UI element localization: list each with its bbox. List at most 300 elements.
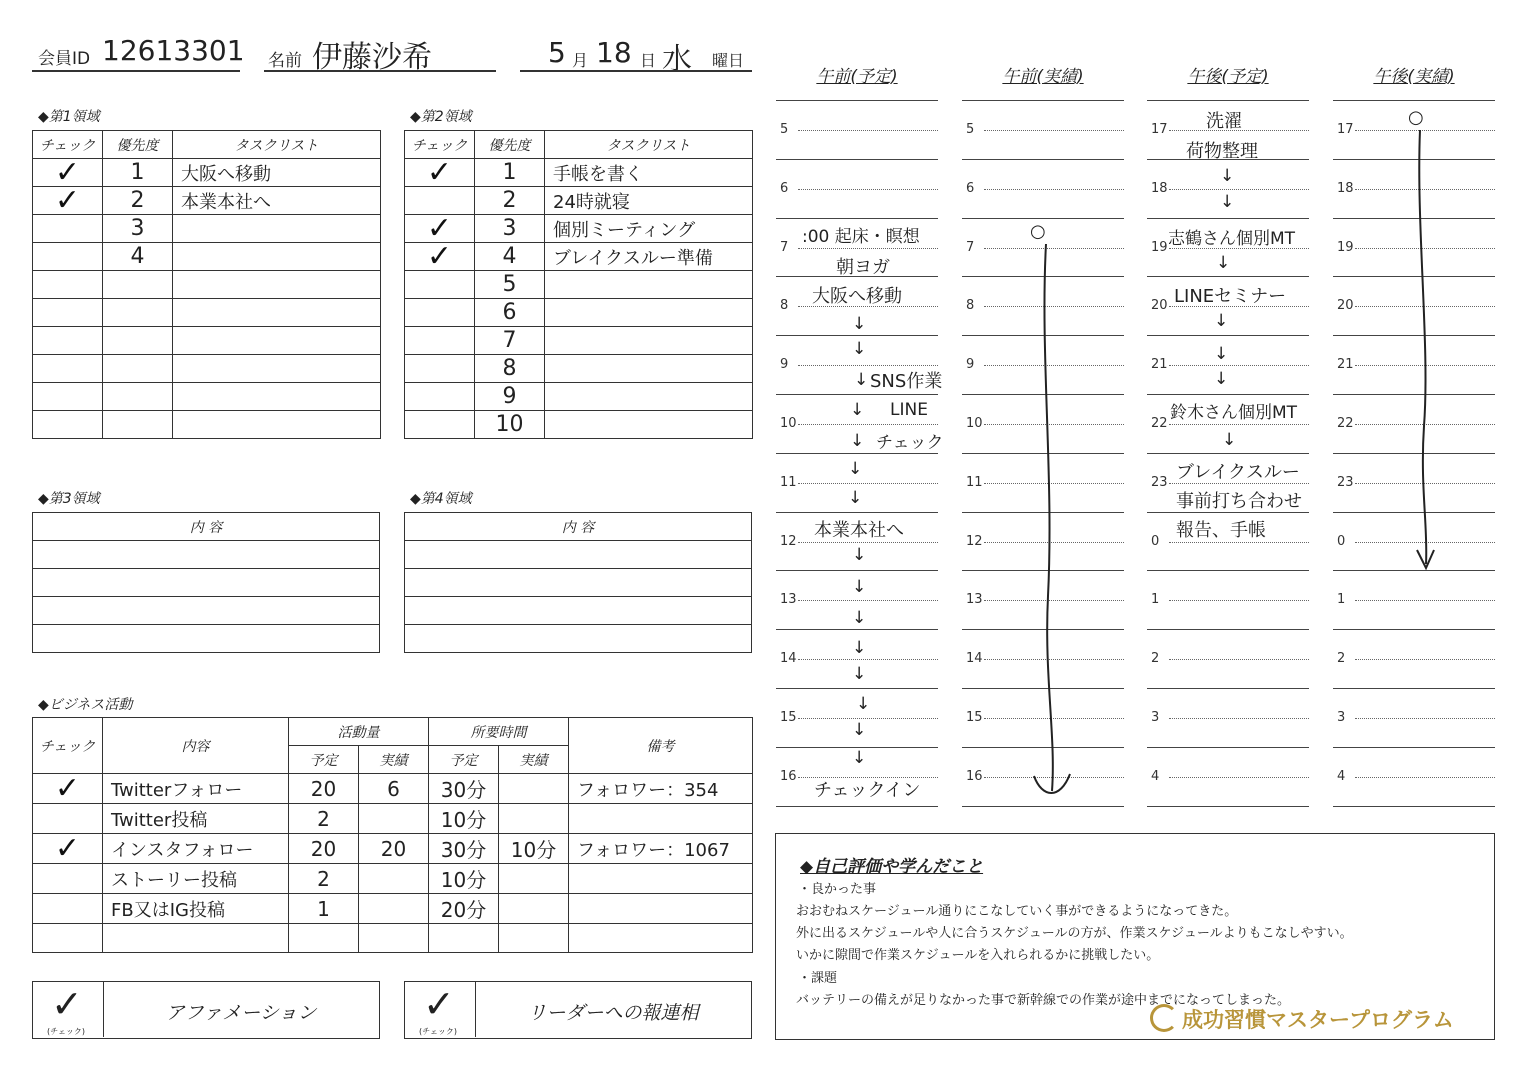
leader-label: リーダーへの報連相 [527, 1002, 699, 1024]
q1-check-cell[interactable]: ✓ [33, 159, 103, 187]
q2-row [405, 355, 753, 383]
evaluation-line: ・課題 [798, 971, 838, 986]
pm-actual-arrow [1400, 126, 1450, 576]
q1-header-priority: 優先度 [103, 131, 173, 159]
hour-line [1147, 394, 1309, 395]
hour-line [776, 512, 938, 513]
arrow-icon: ↓ [852, 664, 867, 684]
business-check-cell[interactable] [33, 864, 103, 894]
evaluation-title: ◆自己評価や学んだこと [800, 857, 984, 877]
weekday: 水 [662, 42, 692, 77]
q2-check-cell[interactable] [405, 411, 475, 439]
hour-label: 6 [780, 180, 789, 196]
q3-row[interactable] [33, 597, 380, 625]
q2-task-cell[interactable] [545, 355, 753, 383]
business-header-content: 内容 [103, 718, 289, 774]
business-content-cell[interactable]: インスタフォロー [103, 834, 289, 864]
hour-line [1333, 747, 1495, 748]
q1-row [33, 215, 381, 243]
hour-line [776, 570, 938, 571]
hour-label: 9 [966, 357, 975, 373]
q2-priority-cell: 2 [475, 187, 545, 215]
q1-check-cell[interactable]: ✓ [33, 187, 103, 215]
business-time-plan-cell[interactable]: 30分 [429, 774, 499, 804]
business-vol-actual-cell[interactable] [359, 924, 429, 953]
member-id-underline [32, 70, 240, 72]
q1-task-cell[interactable] [173, 243, 381, 271]
hour-label: 14 [966, 651, 983, 667]
business-time-actual-cell[interactable]: 10分 [499, 834, 569, 864]
hour-label: 13 [780, 592, 797, 608]
q4-row[interactable] [405, 541, 752, 569]
q2-priority-cell: 10 [475, 411, 545, 439]
date-underline [520, 70, 752, 72]
arrow-icon: ↓ [850, 431, 865, 451]
business-content-cell[interactable] [103, 924, 289, 953]
q1-check-cell[interactable] [33, 383, 103, 411]
hour-label: 9 [780, 357, 789, 373]
q2-check-cell[interactable] [405, 299, 475, 327]
q4-title: ◆第4領域 [410, 491, 472, 507]
hour-line [776, 688, 938, 689]
q2-check-cell[interactable]: ✓ [405, 159, 475, 187]
business-time-actual-cell[interactable] [499, 924, 569, 953]
hour-label: 14 [780, 651, 797, 667]
q2-priority-cell: 5 [475, 271, 545, 299]
pm-plan-entry: 荷物整理 [1186, 141, 1258, 162]
q1-row [33, 355, 381, 383]
q2-task-cell[interactable] [545, 299, 753, 327]
q2-row [405, 299, 753, 327]
q1-task-cell[interactable] [173, 327, 381, 355]
hour-label: 16 [780, 768, 797, 784]
business-time-plan-cell[interactable]: 10分 [429, 804, 499, 834]
business-notes-cell[interactable] [569, 804, 753, 834]
pm-plan-entry: 事前打ち合わせ [1176, 491, 1302, 512]
business-time-actual-cell[interactable] [499, 774, 569, 804]
half-hour-line [798, 424, 938, 425]
arrow-icon: ↓ [1214, 311, 1229, 331]
arrow-icon: ↓ [850, 400, 865, 420]
hour-line [1147, 688, 1309, 689]
q1-check-cell[interactable] [33, 243, 103, 271]
q2-priority-cell: 1 [475, 159, 545, 187]
hour-label: 8 [780, 298, 789, 314]
half-hour-line [798, 483, 938, 484]
hour-label: 5 [966, 122, 975, 137]
hour-line [1333, 100, 1495, 101]
q1-table [32, 130, 381, 439]
q2-priority-cell: 6 [475, 299, 545, 327]
arrow-icon: ↓ [854, 370, 869, 390]
q1-header-tasklist: タスクリスト [173, 131, 381, 159]
leader-check-cell[interactable] [405, 982, 476, 1037]
business-check-cell[interactable]: ✓ [33, 774, 103, 804]
pm-plan-entry: 志鶴さん個別MT [1168, 229, 1296, 249]
hour-label: 16 [966, 768, 983, 784]
business-vol-actual-cell[interactable] [359, 864, 429, 894]
q2-row [405, 215, 753, 243]
business-vol-plan-cell[interactable]: 1 [289, 894, 359, 924]
business-vol-actual-cell[interactable]: 20 [359, 834, 429, 864]
q2-check-cell[interactable] [405, 327, 475, 355]
col-am-plan: 午前(予定) [816, 67, 898, 87]
q2-priority-cell: 7 [475, 327, 545, 355]
arrow-icon: ↓ [1220, 166, 1235, 186]
pm-plan-entry: ブレイクスルー [1176, 462, 1300, 483]
hour-line [776, 394, 938, 395]
date-day: 18 [596, 36, 632, 69]
business-row [33, 774, 753, 804]
q3-row[interactable] [33, 625, 380, 653]
hour-line [776, 100, 938, 101]
half-hour-line [1169, 600, 1309, 601]
q1-row [33, 299, 381, 327]
arrow-icon: ↓ [852, 577, 867, 597]
hour-label: 19 [1151, 239, 1168, 255]
q2-task-cell[interactable]: 個別ミーティング [545, 215, 753, 243]
q4-row[interactable] [405, 569, 752, 597]
q1-check-cell[interactable] [33, 355, 103, 383]
hour-label: 2 [1337, 651, 1346, 667]
business-vol-actual-cell[interactable]: 6 [359, 774, 429, 804]
q1-check-cell[interactable] [33, 327, 103, 355]
business-check-cell[interactable]: ✓ [33, 834, 103, 864]
q1-priority-cell: 2 [103, 187, 173, 215]
half-hour-line [1169, 189, 1309, 190]
q1-priority-cell [103, 411, 173, 439]
hour-line [962, 100, 1124, 101]
business-row [33, 924, 753, 953]
hour-label: 20 [1337, 298, 1354, 314]
hour-line [776, 159, 938, 160]
q1-task-cell[interactable] [173, 215, 381, 243]
business-content-cell[interactable]: Twitter投稿 [103, 804, 289, 834]
hour-label: 18 [1337, 180, 1354, 196]
q1-row [33, 327, 381, 355]
affirmation-check-caption: (チェック) [47, 1027, 86, 1036]
q3-header: 内 容 [33, 513, 380, 541]
hour-line [1333, 629, 1495, 630]
business-header-time: 所要時間 [429, 718, 569, 746]
affirmation-label: アファメーション [165, 1002, 317, 1024]
am-plan-entry: SNS作業 [870, 371, 943, 392]
q2-check-cell[interactable]: ✓ [405, 215, 475, 243]
arrow-icon: ↓ [1214, 369, 1229, 389]
hour-label: 3 [1337, 710, 1346, 725]
half-hour-line [798, 600, 938, 601]
hour-label: 10 [966, 416, 983, 431]
business-vol-plan-cell[interactable]: 20 [289, 774, 359, 804]
business-vol-plan-cell[interactable]: 2 [289, 804, 359, 834]
hour-line [1147, 806, 1309, 807]
q1-priority-cell [103, 271, 173, 299]
q1-task-cell[interactable]: 大阪へ移動 [173, 159, 381, 187]
business-header-time-actual: 実績 [499, 746, 569, 774]
q4-row[interactable] [405, 597, 752, 625]
hour-line [776, 806, 938, 807]
q2-task-cell[interactable] [545, 383, 753, 411]
arrow-icon: ↓ [852, 638, 867, 658]
q3-row[interactable] [33, 569, 380, 597]
business-vol-plan-cell[interactable]: 20 [289, 834, 359, 864]
arrow-icon: ↓ [1222, 430, 1237, 450]
col-pm-plan: 午後(予定) [1187, 67, 1269, 87]
business-notes-cell[interactable] [569, 924, 753, 953]
q2-check-cell[interactable] [405, 383, 475, 411]
am-plan-entry: LINE [890, 400, 928, 420]
business-time-plan-cell[interactable]: 30分 [429, 834, 499, 864]
hour-label: 4 [1151, 768, 1160, 784]
hour-label: 12 [966, 533, 983, 549]
evaluation-line: 外に出るスケジュールや人に合うスケジュールの方が、作業スケジュールよりもこなしやすい。 [796, 926, 1353, 941]
half-hour-line [1355, 659, 1495, 660]
half-hour-line [798, 659, 938, 660]
q1-check-cell[interactable] [33, 215, 103, 243]
business-check-cell[interactable] [33, 804, 103, 834]
arrow-icon: ↓ [852, 748, 867, 768]
q1-row [33, 271, 381, 299]
business-check-cell[interactable] [33, 924, 103, 953]
affirmation-box [32, 981, 380, 1039]
evaluation-line: いかに隙間で作業スケジュールを入れられるかに挑戦したい。 [796, 948, 1160, 963]
am-plan-entry: 本業本社へ [814, 520, 904, 541]
hour-label: 4 [1337, 768, 1346, 784]
half-hour-line [1169, 424, 1309, 425]
half-hour-line [1355, 600, 1495, 601]
q2-row [405, 411, 753, 439]
hour-line [962, 218, 1124, 219]
hour-label: 23 [1151, 474, 1168, 490]
q2-check-cell[interactable] [405, 271, 475, 299]
member-id-label: 会員ID [38, 49, 91, 69]
hour-label: 0 [1151, 533, 1160, 549]
q2-row [405, 159, 753, 187]
leader-box [404, 981, 752, 1039]
hour-line [1147, 629, 1309, 630]
q2-priority-cell: 9 [475, 383, 545, 411]
hour-label: 12 [780, 533, 797, 549]
hour-line [776, 218, 938, 219]
business-vol-plan-cell[interactable] [289, 924, 359, 953]
arrow-icon: ↓ [856, 694, 871, 714]
hour-label: 0 [1337, 533, 1346, 549]
q2-task-cell[interactable] [545, 271, 753, 299]
am-plan-entry: :00 起床・瞑想 [802, 227, 920, 247]
half-hour-line [984, 189, 1124, 190]
business-vol-actual-cell[interactable] [359, 894, 429, 924]
hour-label: 7 [780, 239, 789, 255]
business-time-actual-cell[interactable] [499, 804, 569, 834]
business-time-plan-cell[interactable]: 20分 [429, 894, 499, 924]
q1-priority-cell: 3 [103, 215, 173, 243]
name-label: 名前 [268, 51, 302, 71]
business-vol-actual-cell[interactable] [359, 804, 429, 834]
q2-priority-cell: 8 [475, 355, 545, 383]
hour-label: 8 [966, 298, 975, 314]
business-row [33, 834, 753, 864]
q2-header-check: チェック [405, 131, 475, 159]
half-hour-line [798, 189, 938, 190]
hour-label: 22 [1151, 416, 1168, 431]
q1-check-cell[interactable] [33, 299, 103, 327]
program-logo-icon [1150, 1004, 1178, 1032]
half-hour-line [1169, 718, 1309, 719]
q3-table [32, 512, 380, 653]
hour-label: 11 [966, 474, 983, 490]
business-notes-cell[interactable] [569, 864, 753, 894]
hour-label: 2 [1151, 651, 1160, 667]
hour-label: 6 [966, 180, 975, 196]
arrow-icon: ↓ [848, 488, 863, 508]
q2-check-cell[interactable]: ✓ [405, 243, 475, 271]
business-vol-plan-cell[interactable]: 2 [289, 864, 359, 894]
q1-priority-cell: 4 [103, 243, 173, 271]
hour-line [962, 159, 1124, 160]
hour-label: 11 [780, 474, 797, 490]
hour-line [1147, 100, 1309, 101]
q1-task-cell[interactable] [173, 383, 381, 411]
pm-plan-entry: 鈴木さん個別MT [1170, 403, 1298, 423]
q3-row[interactable] [33, 541, 380, 569]
half-hour-line [798, 248, 938, 249]
q1-priority-cell [103, 327, 173, 355]
q2-title: ◆第2領域 [410, 109, 472, 125]
program-logo-text: 成功習慣マスタープログラム [1182, 1007, 1454, 1032]
q1-row [33, 243, 381, 271]
hour-label: 21 [1151, 357, 1168, 373]
hour-label: 1 [1337, 592, 1346, 608]
hour-label: 20 [1151, 298, 1168, 314]
evaluation-line: ・良かった事 [798, 882, 877, 897]
pm-plan-entry: LINEセミナー [1174, 286, 1287, 307]
business-content-cell[interactable]: FB又はIG投稿 [103, 894, 289, 924]
business-time-plan-cell[interactable]: 10分 [429, 864, 499, 894]
hour-label: 10 [780, 416, 797, 431]
evaluation-line: おおむねスケージュール通りにこなしていく事ができるようになってきた。 [796, 904, 1238, 919]
arrow-icon: ↓ [1220, 192, 1235, 212]
business-check-cell[interactable] [33, 894, 103, 924]
q1-task-cell[interactable] [173, 271, 381, 299]
q2-task-cell[interactable] [545, 411, 753, 439]
hour-line [776, 629, 938, 630]
q2-row [405, 327, 753, 355]
q2-priority-cell: 4 [475, 243, 545, 271]
business-title: ◆ビジネス活動 [38, 697, 133, 713]
am-plan-entry: 大阪へ移動 [812, 286, 902, 307]
date-day-unit: 日 [640, 51, 657, 70]
business-notes-cell[interactable]: フォロワー：1067 [569, 834, 753, 864]
col-pm-actual: 午後(実績) [1373, 67, 1455, 87]
date-month-unit: 月 [572, 51, 589, 70]
business-notes-cell[interactable] [569, 894, 753, 924]
q1-priority-cell: 1 [103, 159, 173, 187]
name-underline [264, 70, 496, 72]
affirmation-check-cell[interactable] [33, 982, 104, 1037]
business-content-cell[interactable]: Twitterフォロー [103, 774, 289, 804]
hour-label: 13 [966, 592, 983, 608]
leader-check-caption: (チェック) [419, 1027, 458, 1036]
q1-priority-cell [103, 299, 173, 327]
half-hour-line [1355, 777, 1495, 778]
arrow-icon: ↓ [852, 314, 867, 334]
q2-check-cell[interactable] [405, 355, 475, 383]
business-header-vol-actual: 実績 [359, 746, 429, 774]
hour-line [1147, 218, 1309, 219]
arrow-icon: ↓ [852, 545, 867, 565]
hour-label: 21 [1337, 357, 1354, 373]
q2-header-tasklist: タスクリスト [545, 131, 753, 159]
business-header-time-plan: 予定 [429, 746, 499, 774]
col-am-actual: 午前(実績) [1002, 67, 1084, 87]
half-hour-line [1169, 659, 1309, 660]
hour-line [1147, 335, 1309, 336]
business-row [33, 864, 753, 894]
q1-title: ◆第1領域 [38, 109, 100, 125]
business-row [33, 804, 753, 834]
business-header-notes: 備考 [569, 718, 753, 774]
hour-label: 1 [1151, 592, 1160, 608]
q1-row [33, 187, 381, 215]
q1-task-cell[interactable]: 本業本社へ [173, 187, 381, 215]
q3-title: ◆第3領域 [38, 491, 100, 507]
hour-label: 19 [1337, 239, 1354, 255]
q4-header: 内 容 [405, 513, 752, 541]
hour-label: 18 [1151, 180, 1168, 196]
hour-label: 7 [966, 239, 975, 255]
hour-label: 15 [966, 710, 983, 725]
q1-task-cell[interactable] [173, 355, 381, 383]
q1-check-cell[interactable] [33, 411, 103, 439]
weekday-label: 曜日 [712, 51, 745, 70]
q1-row [33, 159, 381, 187]
arrow-icon: ↓ [1216, 253, 1231, 273]
leader-check-mark: ✓ [423, 982, 455, 1026]
half-hour-line [984, 130, 1124, 131]
q2-row [405, 271, 753, 299]
business-content-cell[interactable]: ストーリー投稿 [103, 864, 289, 894]
date-month: 5 [548, 36, 566, 69]
q1-check-cell[interactable] [33, 271, 103, 299]
q2-task-cell[interactable]: ブレイクスルー準備 [545, 243, 753, 271]
q2-priority-cell: 3 [475, 215, 545, 243]
q4-table [404, 512, 752, 653]
business-notes-cell[interactable]: フォロワー：354 [569, 774, 753, 804]
q1-task-cell[interactable] [173, 299, 381, 327]
name-value: 伊藤沙希 [312, 40, 432, 75]
evaluation-line: バッテリーの備えが足りなかった事で新幹線での作業が途中までになってしまった。 [796, 993, 1291, 1008]
hour-line [1147, 570, 1309, 571]
q1-header-check: チェック [33, 131, 103, 159]
q1-task-cell[interactable] [173, 411, 381, 439]
q2-row [405, 383, 753, 411]
half-hour-line [1169, 365, 1309, 366]
business-row [33, 894, 753, 924]
hour-line [1147, 747, 1309, 748]
hour-line [1147, 276, 1309, 277]
q2-task-cell[interactable]: 24時就寝 [545, 187, 753, 215]
business-time-actual-cell[interactable] [499, 894, 569, 924]
hour-label: 17 [1337, 122, 1354, 137]
hour-label: 23 [1337, 474, 1354, 490]
q2-check-cell[interactable] [405, 187, 475, 215]
am-plan-entry: チェックイン [814, 780, 921, 801]
business-time-actual-cell[interactable] [499, 864, 569, 894]
q2-task-cell[interactable] [545, 327, 753, 355]
q2-task-cell[interactable]: 手帳を書く [545, 159, 753, 187]
business-time-plan-cell[interactable] [429, 924, 499, 953]
q4-row[interactable] [405, 625, 752, 653]
